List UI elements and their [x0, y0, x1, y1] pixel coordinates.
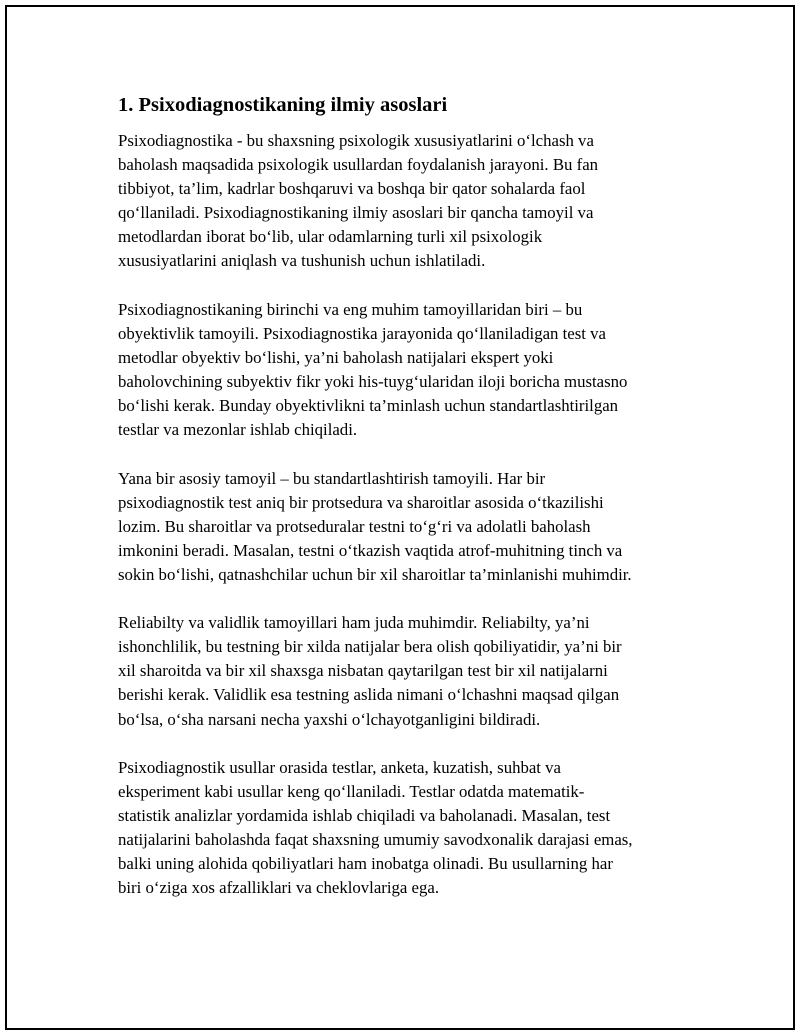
text-line: statistik analizlar yordamida ishlab chiqiladi va baholanadi. Masalan, test	[118, 806, 611, 825]
text-line: berishi kerak. Validlik esa testning aslida nimani o‘lchashni maqsad qilgan	[118, 685, 620, 705]
text-line: natijalarini baholashda faqat shaxsning umumiy savodxonalik darajasi emas,	[118, 830, 633, 850]
text-line: ishonchlilik, bu testning bir xilda natijalar bera olish qobiliyatidir, ya’ni bir	[118, 637, 622, 657]
document-body	[118, 92, 688, 925]
text-line: baholovchining subyektiv fikr yoki his-tuyg‘ularidan iloji boricha mustasno	[118, 372, 628, 392]
section-heading: 1. Psixodiagnostikaning ilmiy asoslari	[118, 94, 448, 116]
text-line: qo‘llaniladi. Psixodiagnostikaning ilmiy asoslari bir qancha tamoyil va	[118, 203, 594, 223]
paragraph-methods	[118, 756, 688, 901]
text-line: testlar va mezonlar ishlab chiqiladi.	[118, 420, 358, 440]
text-line: lozim. Bu sharoitlar va protseduralar testni to‘g‘ri va adolatli baholash	[118, 516, 591, 536]
text-line: eksperiment kabi usullar keng qo‘llaniladi. Testlar odatda matematik-	[118, 781, 585, 801]
paragraph-reliability-validity	[118, 611, 688, 731]
text-line: balki uning alohida qobiliyatlari ham inobatga olinadi. Bu usullarning har	[118, 854, 613, 874]
text-line: Reliabilty va validlik tamoyillari ham juda muhimdir. Reliabilty, ya’ni	[118, 613, 590, 633]
text-line: Psixodiagnostikaning birinchi va eng muhim tamoyillaridan biri – bu	[118, 299, 583, 319]
text-line: Psixodiagnostik usullar orasida testlar, anketa, kuzatish, suhbat va	[118, 757, 562, 777]
text-line: baholash maqsadida psixologik usullardan foydalanish jarayoni. Bu fan	[118, 155, 599, 175]
text-line: xususiyatlarini aniqlash va tushunish uchun ishlatiladi.	[118, 251, 486, 271]
text-line: biri o‘ziga xos afzalliklari va cheklovlariga ega.	[118, 878, 440, 898]
text-line: Yana bir asosiy tamoyil – bu standartlashtirish tamoyili. Har bir	[118, 468, 546, 488]
paragraph-objectivity	[118, 298, 688, 443]
text-line: metodlar obyektiv bo‘lishi, ya’ni baholash natijalari ekspert yoki	[118, 347, 554, 367]
text-line: obyektivlik tamoyili. Psixodiagnostika jarayonida qo‘llaniladigan test va	[118, 323, 606, 343]
text-line: sokin bo‘lishi, qatnashchilar uchun bir xil sharoitlar ta’minlanishi muhimdir.	[118, 564, 632, 584]
paragraph-standardization	[118, 467, 688, 587]
text-line: metodlardan iborat bo‘lib, ular odamlarning turli xil psixologik	[118, 227, 543, 247]
text-line: bo‘lishi kerak. Bunday obyektivlikni ta’minlash uchun standartlashtirilgan	[118, 396, 619, 416]
text-line: bo‘lsa, o‘sha narsani necha yaxshi o‘lchayotganligini bildiradi.	[118, 709, 541, 729]
text-line: Psixodiagnostika - bu shaxsning psixologik xususiyatlarini o‘lchash va	[118, 131, 594, 150]
text-line: xil sharoitda va bir xil shaxsga nisbatan qaytarilgan test bir xil natijalarni	[118, 661, 608, 681]
text-line: tibbiyot, ta’lim, kadrlar boshqaruvi va boshqa bir qator sohalarda faol	[118, 179, 586, 199]
text-line: psixodiagnostik test aniq bir protsedura va sharoitlar asosida o‘tkazilishi	[118, 492, 604, 512]
text-line: imkonini beradi. Masalan, testni o‘tkazish vaqtida atrof-muhitning tinch va	[118, 540, 623, 560]
paragraph-intro	[118, 129, 688, 274]
